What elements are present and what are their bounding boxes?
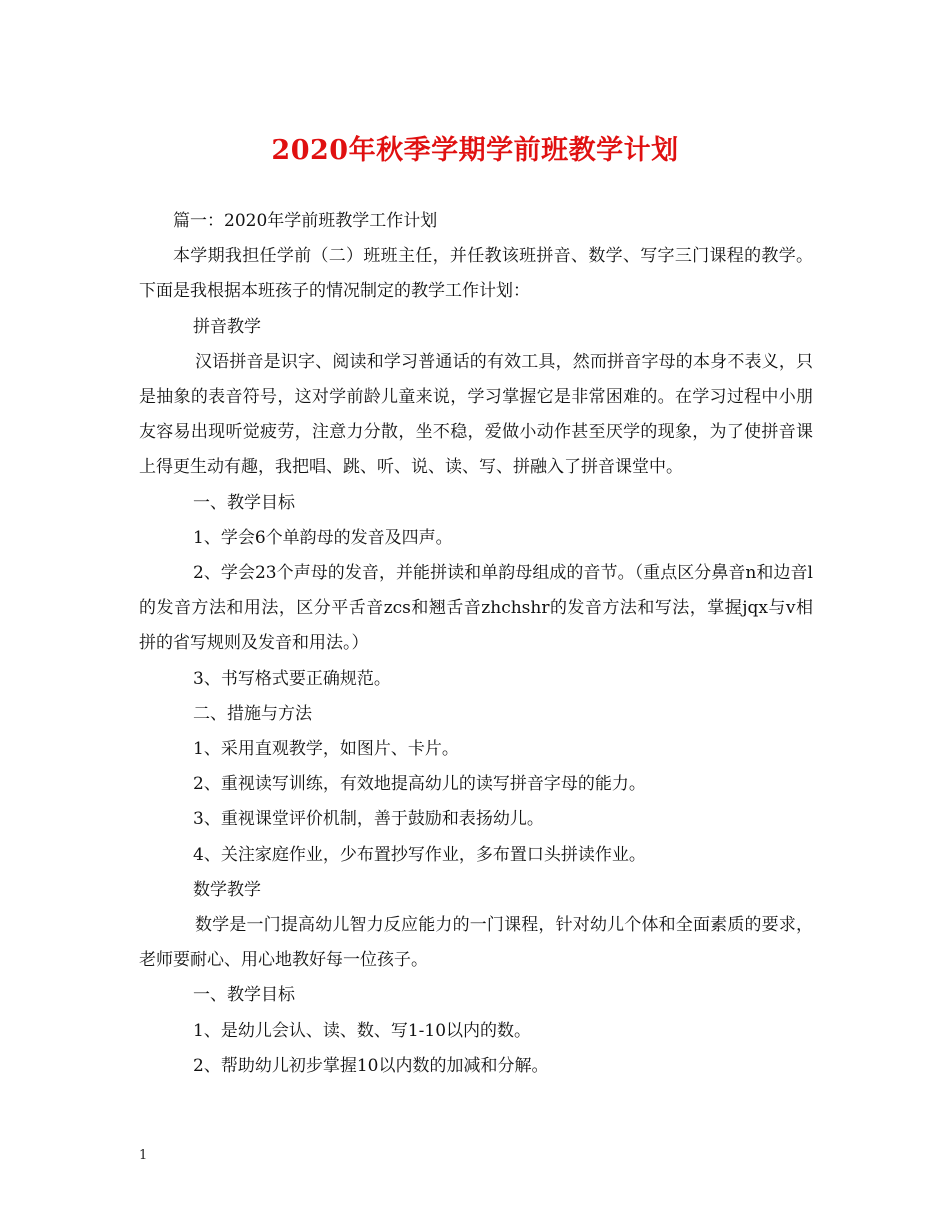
paragraph: 1、是幼儿会认、读、数、写1-10以内的数。 xyxy=(193,1020,532,1041)
paragraph: 1、采用直观教学，如图片、卡片。 xyxy=(193,739,459,760)
paragraph: 3、书写格式要正确规范。 xyxy=(193,668,391,689)
paragraph: 数学是一门提高幼儿智力反应能力的一门课程，针对幼儿个体和全面素质的要求，老师要耐心、用心地教好每一位孩子。 xyxy=(139,915,813,971)
paragraph: 4、关注家庭作业，少布置抄写作业，多布置口头拼读作业。 xyxy=(193,844,646,865)
page-number: 1 xyxy=(139,1148,148,1163)
paragraph: 3、重视课堂评价机制，善于鼓励和表扬幼儿。 xyxy=(193,809,544,830)
section-heading: 篇一：2020年学前班教学工作计划 xyxy=(173,211,438,231)
paragraph: 二、措施与方法 xyxy=(193,703,312,724)
paragraph: 一、教学目标 xyxy=(193,492,295,513)
paragraph: 2、学会23个声母的发音，并能拼读和单韵母组成的音节。（重点区分鼻音n和边音l的发音方法和用法，区分平舌音zcs和翘舌音zhchshr的发音方法和写法，掌握jqx与v相拼的省写规则及发音和用法。） xyxy=(139,563,813,654)
document-body xyxy=(139,204,813,1084)
paragraph: 2、重视读写训练，有效地提高幼儿的读写拼音字母的能力。 xyxy=(193,774,646,795)
paragraph: 汉语拼音是识字、阅读和学习普通话的有效工具，然而拼音字母的本身不表义，只是抽象的表音符号，这对学前龄儿童来说，学习掌握它是非常困难的。在学习过程中小朋友容易出现听觉疲劳，注意力分散，坐不稳，爱做小动作甚至厌学的现象，为了使拼音课上得更生动有趣，我把唱、跳、听、说、读、写、拼融入了拼音课堂中。 xyxy=(139,351,813,478)
paragraph: 1、学会6个单韵母的发音及四声。 xyxy=(193,527,453,548)
paragraph: 数学教学 xyxy=(193,879,261,900)
paragraph: 拼音教学 xyxy=(193,316,261,337)
paragraph: 一、教学目标 xyxy=(193,985,295,1006)
paragraph: 2、帮助幼儿初步掌握10以内数的加减和分解。 xyxy=(193,1055,549,1076)
document-title: 2020年秋季学期学前班教学计划 xyxy=(271,135,679,166)
paragraph: 本学期我担任学前（二）班班主任，并任教该班拼音、数学、写字三门课程的教学。下面是我根据本班孩子的情况制定的教学工作计划： xyxy=(139,246,813,302)
